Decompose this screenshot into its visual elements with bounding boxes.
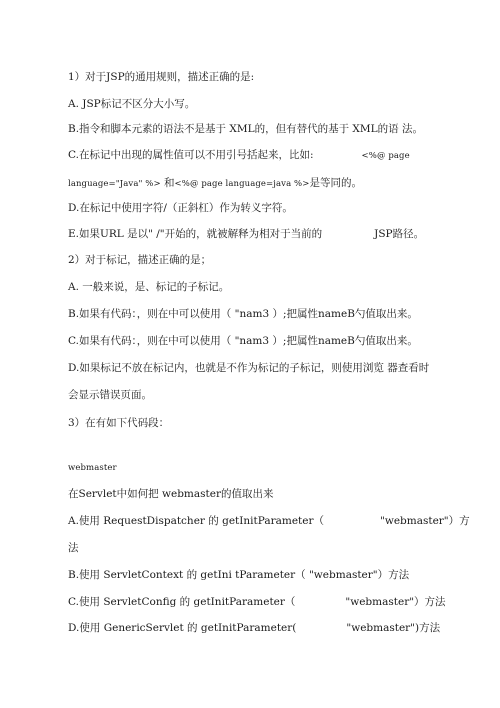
- q1-option-c-line2: [68, 176, 460, 191]
- q1-option-c-code: <%@ page: [361, 151, 410, 161]
- q1-option-c-end: 是等同的。: [309, 177, 362, 189]
- q3-option-d: [68, 621, 460, 635]
- q3-option-b: B.使用 ServletContext 的 getIni tParameter（ "webmaster"）方法: [68, 569, 410, 581]
- q3-option-c: [68, 595, 460, 609]
- q1-option-c-and: 和: [160, 177, 175, 189]
- q1-option-e-end: JSP路径。: [374, 228, 425, 240]
- q1-option-e: [68, 227, 460, 241]
- q2-option-b: B.如果有代码：，则在中可以使用（ "nam3 ）;把属性nameB勺值取出来。: [68, 308, 418, 320]
- q1-option-e-text: E.如果URL 是以" /"开始的，就被解释为相对于当前的: [68, 228, 323, 240]
- q2-prompt: 2）对于标记，描述正确的是；: [68, 254, 212, 266]
- q3-option-c-text: C.使用 ServletConfig 的 getInitParameter（: [68, 596, 296, 608]
- q2-option-d-line2: 会显示错误页面。: [68, 389, 152, 401]
- q3-option-c-end: "webmaster"）方法: [345, 596, 446, 608]
- q1-option-b: B.指令和脚本元素的语法不是基于 XML的，但有替代的基于 XML的语 法。: [68, 123, 423, 135]
- q1-option-a: A. JSP标记不区分大小写。: [68, 98, 196, 110]
- q3-option-a-text: A.使用 RequestDispatcher 的 getInitParameter（: [68, 515, 324, 527]
- q3-option-d-text: D.使用 GenericServlet 的 getInitParameter(: [68, 622, 297, 634]
- q2-option-c: C.如果有代码：，则在中可以使用（ "nam3 ）;把属性nameB勺值取出来。: [68, 335, 418, 347]
- q3-code: webmaster: [68, 463, 117, 473]
- q1-option-c-line1: [68, 148, 460, 163]
- q3-option-a-end: "webmaster"）方: [380, 515, 470, 527]
- q3-prompt: 3）在有如下代码段：: [68, 417, 170, 429]
- q1-option-c-code-b: <%@ page language=java %>: [174, 179, 310, 189]
- q3-option-a-line1: [68, 514, 470, 528]
- q1-option-d: D.在标记中使用字符/（正斜杠）作为转义字符。: [68, 202, 293, 214]
- q2-option-a: A. 一般来说，是、标记的子标记。: [68, 281, 230, 293]
- q1-prompt: 1）对于JSP的通用规则，描述正确的是:: [68, 71, 255, 83]
- q1-option-c-text: C.在标记中出现的属性值可以不用引号括起来，比如:: [68, 149, 314, 161]
- q3-option-d-end: "webmaster")方法: [346, 622, 441, 634]
- q1-option-c-code-a: language="Java" %>: [68, 179, 161, 189]
- q3-question: 在Servlet中如何把 webmaster的值取出来: [68, 488, 274, 500]
- q2-option-d-line1: D.如果标记不放在标记内，也就是不作为标记的子标记，则使用浏览 器查看时: [68, 362, 430, 374]
- q3-option-a-line2: 法: [68, 542, 79, 554]
